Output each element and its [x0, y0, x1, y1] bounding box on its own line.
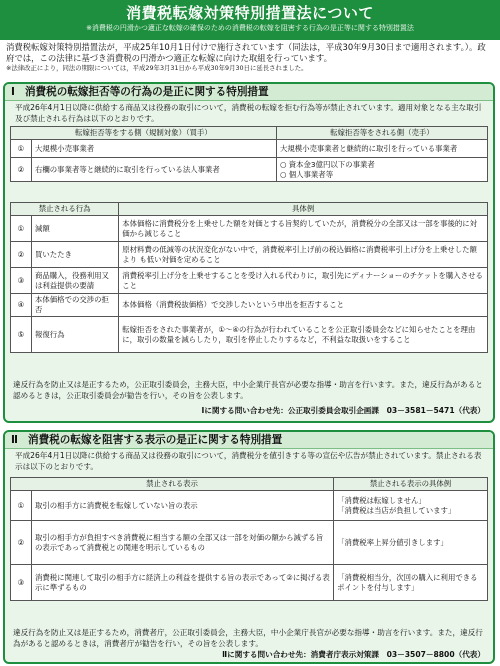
- display-example-cell: [334, 565, 488, 601]
- row-index: ②: [11, 521, 32, 565]
- section-1-contact: Ⅰに関する問い合わせ先：公正取引委員会取引企画課 03－3581－5471（代表）: [201, 406, 485, 415]
- example-cell: 本体価格（消費税抜価格）で交渉したいという申出を拒否すること: [119, 294, 488, 317]
- table-row: [11, 565, 488, 601]
- row-index: ②: [11, 158, 32, 182]
- seller-cell: 大規模小売事業者と継続的に取引を行っている事業者: [276, 140, 487, 158]
- table-row: [11, 216, 488, 242]
- display-example: 「消費税は当店が負担しています」: [337, 505, 456, 515]
- parties-header-left: 転嫁拒否等をする側（規制対象）（買手）: [11, 127, 277, 140]
- seller-item: ○ 資本金3億円以下の事業者: [279, 159, 375, 169]
- title-banner: [0, 0, 500, 40]
- row-index: ④: [11, 294, 32, 317]
- section-2-heading: [5, 432, 493, 449]
- acts-header-left: 禁止される行為: [11, 203, 119, 216]
- display-cell: 消費税に関連して取引の相手方に経済上の利益を提供する旨の表示であって②に掲げる表示に準ずるもの: [32, 565, 334, 601]
- page-subtitle: ※消費税の円滑かつ適正な転嫁の確保のための消費税の転嫁を阻害する行為の是正等に関する特別措置法: [86, 24, 414, 32]
- row-index: ③: [11, 268, 32, 294]
- table-row: [11, 268, 488, 294]
- section-2: [3, 430, 495, 664]
- section-1-lead: 平成26年4月1日以降に供給する商品又は役務の取引について，消費税の転嫁を拒む行為等が禁止されています。適用対象となる主な取引及び禁止される行為は以下のとおりです。: [15, 103, 482, 123]
- section-2-lead: 平成26年4月1日以降に供給する商品又は役務の取引について，消費税分を値引きする等の宣伝や広告が禁止されています。禁止される表示は以下のとおりです。: [15, 451, 482, 471]
- table-row: [11, 140, 488, 158]
- table-row: [11, 317, 488, 353]
- display-cell: 取引の相手方が負担すべき消費税に相当する額の全部又は一部を対価の額から減ずる旨の表示であって消費税との関連を明示しているもの: [32, 521, 334, 565]
- page-title: 消費税転嫁対策特別措置法について: [126, 4, 374, 22]
- section-1-title: 消費税の転嫁拒否等の行為の是正に関する特別措置: [24, 86, 269, 98]
- section-1-heading: [5, 84, 493, 101]
- section-2-contact: Ⅱに関する問い合わせ先：消費者庁表示対策課 03－3507－8800（代表）: [222, 650, 485, 659]
- section-1: [3, 82, 495, 423]
- act-cell: 商品購入，役務利用又は利益提供の要請: [32, 268, 119, 294]
- row-index: ③: [11, 565, 32, 601]
- section-2-title: 消費税の転嫁を阻害する表示の是正に関する特別措置: [27, 434, 283, 446]
- intro-note: ※法律改正により，同法の期限については，平成29年3月31日から平成30年9月30日に延長されました。: [6, 64, 308, 72]
- section-1-number: Ⅰ: [11, 86, 15, 98]
- act-cell: 減額: [32, 216, 119, 242]
- section-2-enforcement-note: 違反行為を防止又は是正するため，消費者庁，公正取引委員会，主務大臣，中小企業庁長官が必要な指導・助言を行います。また，違反行為があると認めるときは，消費者庁が勧告を行い，その旨を公表します。: [13, 628, 483, 648]
- section-1-enforcement-note: 違反行為を防止又は是正するため，公正取引委員会，主務大臣，中小企業庁長官が必要な指導・助言を行います。また，違反行為があると認めるときは，公正取引委員会が勧告を行い，その旨を公表します。: [13, 380, 483, 400]
- parties-table: [10, 126, 488, 182]
- acts-header-right: 具体例: [119, 203, 488, 216]
- display-cell: 取引の相手方に消費税を転嫁していない旨の表示: [32, 491, 334, 521]
- example-cell: 消費税率引上げ分を上乗せすることを受け入れる代わりに，取引先にディナーショーのチケットを購入させること: [119, 268, 488, 294]
- row-index: ⑤: [11, 317, 32, 353]
- row-index: ①: [11, 491, 32, 521]
- prohibited-displays-table: [10, 477, 488, 601]
- example-cell: 転嫁拒否をされた事業者が，①～④の行為が行われていることを公正取引委員会などに知らせたことを理由に，取引の数量を減らしたり，取引を停止したりするなど，不利益な取扱いをすること: [119, 317, 488, 353]
- row-index: ①: [11, 216, 32, 242]
- table-row: [11, 158, 488, 182]
- intro-block: [6, 42, 494, 73]
- display-example: 「消費税率上昇分値引きします」: [337, 537, 448, 547]
- prohibited-acts-table: [10, 202, 488, 353]
- buyer-cell: 右欄の事業者等と継続的に取引を行っている法人事業者: [32, 158, 277, 182]
- buyer-cell: 大規模小売事業者: [32, 140, 277, 158]
- act-cell: 買いたたき: [32, 242, 119, 268]
- act-cell: 本体価格での交渉の拒否: [32, 294, 119, 317]
- row-index: ②: [11, 242, 32, 268]
- display-example-cell: [334, 491, 488, 521]
- table-row: [11, 242, 488, 268]
- display-example: 「消費税相当分，次回の購入に利用できるポイントを付与します」: [337, 572, 478, 592]
- displays-header-left: 禁止される表示: [11, 478, 334, 491]
- seller-item: ○ 個人事業者等: [279, 169, 334, 179]
- table-row: [11, 491, 488, 521]
- section-2-number: Ⅱ: [11, 434, 18, 446]
- example-cell: 原材料費の低減等の状況変化がない中で，消費税率引上げ前の税込価格に消費税率引上げ分を上乗せした額より も低い対価を定めること: [119, 242, 488, 268]
- table-row: [11, 521, 488, 565]
- seller-cell: [276, 158, 487, 182]
- example-cell: 本体価格に消費税分を上乗せした額を対価とする旨契約していたが，消費税分の全部又は一部を事後的に対価から減じること: [119, 216, 488, 242]
- row-index: ①: [11, 140, 32, 158]
- act-cell: 報復行為: [32, 317, 119, 353]
- table-row: [11, 294, 488, 317]
- intro-text: 消費税転嫁対策特別措置法が，平成25年10月1日付けで施行されています（同法は，平成30年9月30日まで適用されます。）。政府では，この法律に基づき消費税の円滑かつ適正な転嫁に向けた取組を行っています。: [6, 42, 486, 63]
- display-example: 「消費税は転嫁しません」: [337, 495, 426, 505]
- parties-header-right: 転嫁拒否等をされる側（売手）: [276, 127, 487, 140]
- display-example-cell: [334, 521, 488, 565]
- displays-header-right: 禁止される表示の具体例: [334, 478, 488, 491]
